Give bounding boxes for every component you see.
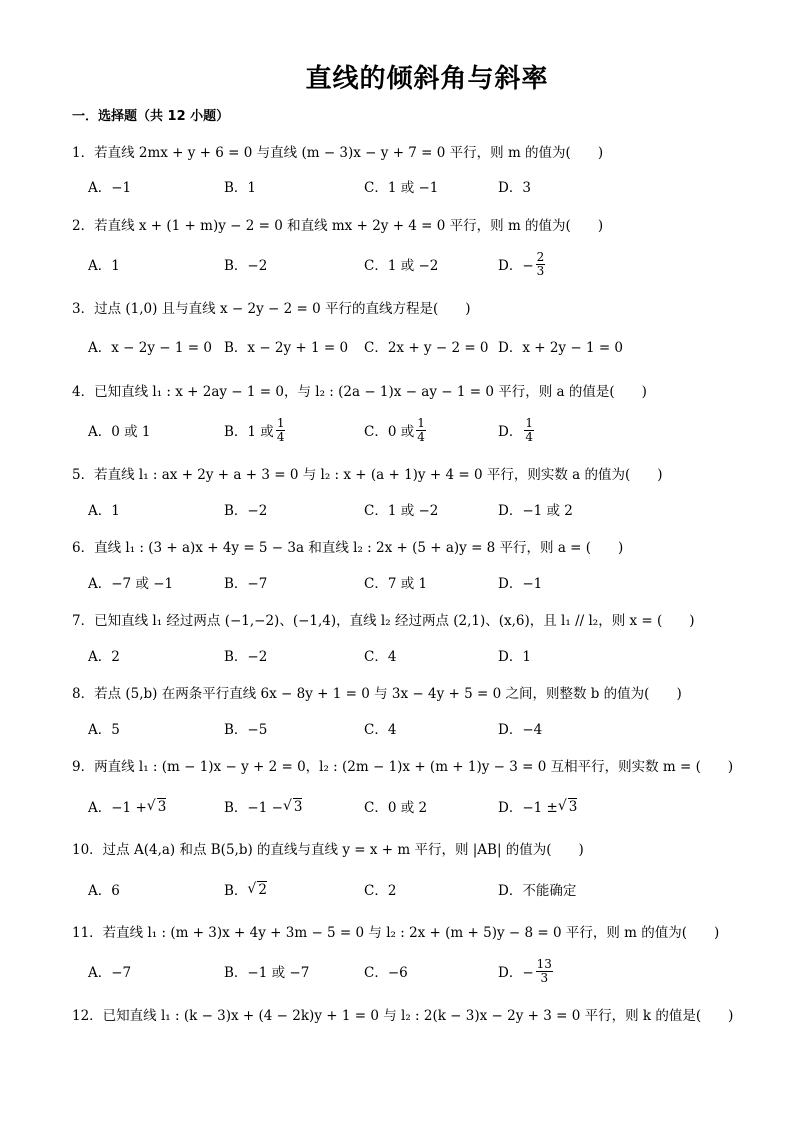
options-6 [88,566,728,598]
option-c[interactable]: C．0 或 2 [364,800,428,816]
option-b[interactable]: B．−1 或 −7 [224,965,310,981]
option-b[interactable]: B．−2 [224,503,268,519]
option-d[interactable]: D．− $\frac{13}{3}$ [498,956,552,985]
option-c[interactable]: C．1 或 −2 [364,503,439,519]
option-c[interactable]: C．0 或 $\frac{1}{4}$ [364,415,425,444]
options-10 [88,873,728,905]
question-8: 8．若点 (5,b) 在两条平行直线 6x − 8y + 1 = 0 与 3x − 4y + 5 = 0 之间，则整数 b 的值为( ) [72,686,682,702]
fraction: $\frac{2}{3}$ [536,249,545,278]
options-11 [88,955,728,987]
page-title: 直线的倾斜角与斜率 [305,64,549,94]
option-a[interactable]: A．1 [88,503,120,519]
option-b[interactable]: B． √ 2 [224,881,267,899]
question-7: 7．已知直线 l₁ 经过两点 (−1,−2)、(−1,4)，直线 l₂ 经过两点 (2,1)、(x,6)，且 l₁ // l₂，则 x = ( ) [72,613,695,629]
sqrt-icon: √ [282,798,292,814]
option-b[interactable]: B．x − 2y + 1 = 0 [224,340,349,356]
question-1: 1．若直线 2mx + y + 6 = 0 与直线 (m − 3)x − y + 7 = 0 平行，则 m 的值为( ) [72,145,604,161]
option-a[interactable]: A．5 [88,722,120,738]
question-3: 3．过点 (1,0) 且与直线 x − 2y − 2 = 0 平行的直线方程是( ) [72,301,471,317]
question-4: 4．已知直线 l₁ : x + 2ay − 1 = 0，与 l₂ : (2a − 1)x − ay − 1 = 0 平行，则 a 的值是( ) [72,384,647,400]
options-9 [88,790,728,822]
option-b[interactable]: B．−2 [224,258,268,274]
option-a[interactable]: A．−1 + √ 3 [88,798,167,816]
sqrt-icon: √ [146,798,156,814]
option-c[interactable]: C．1 或 −2 [364,258,439,274]
option-a[interactable]: A．−1 [88,180,132,196]
option-b[interactable]: B．1 [224,180,257,196]
option-c[interactable]: C．−6 [364,965,408,981]
sqrt-icon: √ [247,881,257,897]
option-c[interactable]: C．4 [364,722,397,738]
question-9: 9．两直线 l₁ : (m − 1)x − y + 2 = 0，l₂ : (2m − 1)x + (m + 1)y − 3 = 0 互相平行，则实数 m = ( ) [72,759,734,775]
option-d[interactable]: D．− $\frac{2}{3}$ [498,249,545,278]
option-d[interactable]: D．−1 或 2 [498,503,573,519]
question-2: 2．若直线 x + (1 + m)y − 2 = 0 和直线 mx + 2y + 4 = 0 平行，则 m 的值为( ) [72,218,604,234]
option-a[interactable]: A．1 [88,258,120,274]
sqrt-icon: √ [557,798,567,814]
fraction: $\frac{1}{4}$ [525,415,533,444]
options-8 [88,712,728,744]
option-d[interactable]: D．1 [498,649,531,665]
options-1 [88,170,728,202]
option-c[interactable]: C．2x + y − 2 = 0 [364,340,489,356]
question-5: 5．若直线 l₁ : ax + 2y + a + 3 = 0 与 l₂ : x + (a + 1)y + 4 = 0 平行，则实数 a 的值为( ) [72,467,663,483]
option-c[interactable]: C．1 或 −1 [364,180,439,196]
option-b[interactable]: B．1 或 $\frac{1}{4}$ [224,415,285,444]
option-c[interactable]: C．4 [364,649,397,665]
options-5 [88,493,728,525]
option-d[interactable]: D．−4 [498,722,543,738]
option-a[interactable]: A．−7 或 −1 [88,576,174,592]
option-a[interactable]: A．6 [88,883,120,899]
question-11: 11．若直线 l₁ : (m + 3)x + 4y + 3m − 5 = 0 与 l₂ : 2x + (m + 5)y − 8 = 0 平行，则 m 的值为( ) [72,925,720,941]
section-heading: 一．选择题（共 12 小题） [72,109,230,124]
options-2 [88,248,728,280]
option-b[interactable]: B．−5 [224,722,268,738]
option-b[interactable]: B．−1 − √ 3 [224,798,303,816]
question-12: 12．已知直线 l₁ : (k − 3)x + (4 − 2k)y + 1 = 0 与 l₂ : 2(k − 3)x − 2y + 3 = 0 平行，则 k 的值是( ) [72,1008,734,1024]
option-d[interactable]: D．x + 2y − 1 = 0 [498,340,624,356]
option-a[interactable]: A．−7 [88,965,132,981]
options-3 [88,330,728,362]
options-4 [88,414,728,446]
option-a[interactable]: A．2 [88,649,120,665]
option-d[interactable]: D．−1 ± √ 3 [498,798,578,816]
fraction: $\frac{1}{4}$ [417,415,425,444]
option-b[interactable]: B．−7 [224,576,268,592]
option-a[interactable]: A．x − 2y − 1 = 0 [88,340,212,356]
option-c[interactable]: C．7 或 1 [364,576,428,592]
option-a[interactable]: A．0 或 1 [88,424,151,440]
options-7 [88,639,728,671]
option-d[interactable]: D．3 [498,180,531,196]
option-d[interactable]: D．不能确定 [498,883,577,899]
option-d[interactable]: D．−1 [498,576,543,592]
question-6: 6．直线 l₁ : (3 + a)x + 4y = 5 − 3a 和直线 l₂ : 2x + (5 + a)y = 8 平行，则 a = ( ) [72,540,624,556]
option-b[interactable]: B．−2 [224,649,268,665]
fraction: $\frac{13}{3}$ [536,956,552,985]
option-d[interactable]: D． $\frac{1}{4}$ [498,415,533,444]
question-10: 10．过点 A(4,a) 和点 B(5,b) 的直线与直线 y = x + m 平行，则 |AB| 的值为( ) [72,842,584,858]
fraction: $\frac{1}{4}$ [276,415,285,444]
option-c[interactable]: C．2 [364,883,397,899]
